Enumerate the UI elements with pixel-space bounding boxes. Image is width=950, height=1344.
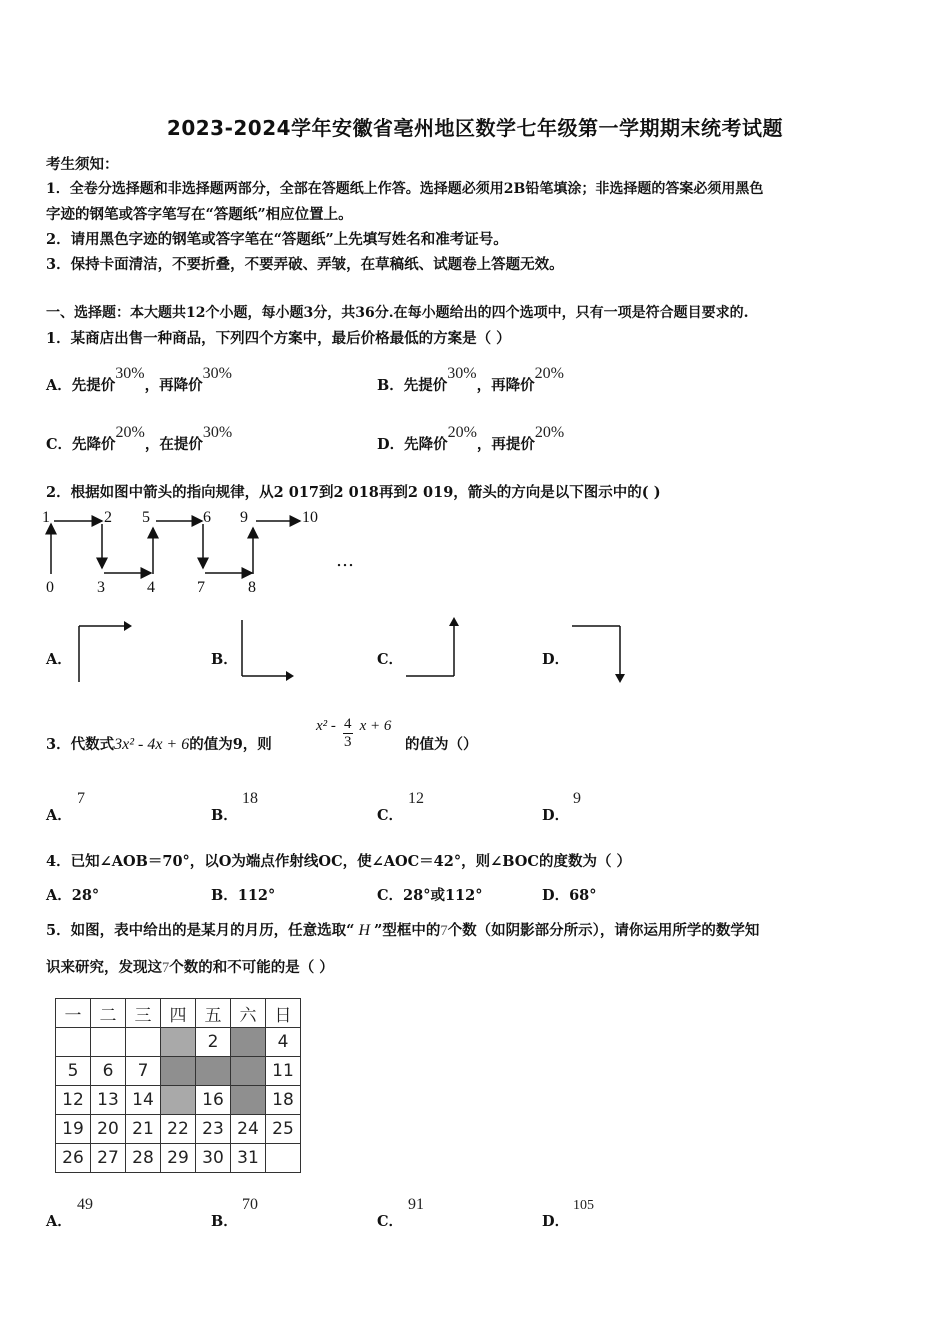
fig-num-5: 5 (142, 509, 150, 526)
q5-stem1-a: 5．如图，表中给出的是某月的月历，任意选取“ (46, 922, 355, 939)
calendar-cell-shaded (231, 1086, 266, 1115)
q5-calendar-table (55, 998, 301, 1173)
q3-fraction-denominator: 3 (344, 734, 352, 750)
q5-stem1-b: ”型框中的 (374, 922, 441, 939)
notice-line-1b: 字迹的钢笔或答字笔写在“答题纸”相应位置上。 (46, 206, 353, 223)
calendar-cell: 31 (231, 1144, 266, 1173)
q3-stem-post: 的值为（） (405, 736, 478, 753)
calendar-cell: 4 (266, 1028, 301, 1057)
q1-option-c[interactable] (46, 424, 233, 454)
calendar-cell (126, 1028, 161, 1057)
q5-option-d-value: 105 (573, 1198, 594, 1213)
q3-option-b-value: 18 (242, 790, 258, 807)
q3-stem-pre: 3．代数式 (46, 736, 115, 753)
q5-stem-line-1 (46, 919, 759, 940)
q2-option-a-arrow-icon[interactable] (72, 616, 134, 684)
q3-option-d-label[interactable]: D． (542, 807, 570, 824)
q3-stem-mid: 的值为9，则 (189, 736, 272, 753)
q3-expression-1: 3x² - 4x + 6 (114, 736, 190, 753)
q3-option-a-label[interactable]: A． (46, 807, 72, 824)
q1-a-text2: ，再降价 (144, 377, 203, 394)
calendar-cell: 13 (91, 1086, 126, 1115)
q1-b-text1: B．先提价 (377, 377, 448, 394)
q5-option-b-label[interactable]: B． (211, 1213, 238, 1230)
fig-num-4: 4 (147, 579, 155, 596)
fig-num-2: 2 (104, 509, 112, 526)
q4-option-d[interactable]: D．68° (542, 887, 597, 904)
q3-fraction (343, 716, 353, 751)
fig-num-1: 1 (42, 509, 50, 526)
q5-stem1-c: 个数（如阴影部分所示），请你运用所学的数学知 (447, 922, 760, 939)
section-heading: 一、选择题：本大题共12个小题，每小题3分，共36分.在每小题给出的四个选项中，只有一项是符合题目要求的. (46, 305, 749, 321)
calendar-header-row (56, 999, 301, 1028)
fig-num-9: 9 (240, 509, 248, 526)
q3-expression-2 (316, 716, 391, 751)
q3-option-b-label[interactable]: B． (211, 807, 238, 824)
q3-option-a-value: 7 (77, 790, 85, 807)
q1-c-pct2: 30% (202, 424, 233, 441)
q3-option-d-value: 9 (573, 790, 581, 807)
notice-line-1a: 1．全卷分选择题和非选择题两部分，全部在答题纸上作答。选择题必须用2B铅笔填涂；非选择题的答案必须用黑色 (46, 181, 764, 197)
q5-stem-line-2 (46, 956, 334, 977)
calendar-cell: 26 (56, 1144, 91, 1173)
q5-stem2-n: 7 (162, 960, 170, 976)
q3-fraction-numerator: 4 (344, 716, 352, 732)
q1-a-text1: A．先提价 (46, 377, 116, 394)
calendar-cell: 22 (161, 1115, 196, 1144)
q5-option-d-label[interactable]: D． (542, 1213, 570, 1230)
calendar-cell: 12 (56, 1086, 91, 1115)
calendar-header-cell: 五 (196, 999, 231, 1028)
q1-c-pct1: 20% (115, 424, 145, 441)
q3-expr2-part-b: x + 6 (359, 718, 392, 734)
q1-c-text2: ，在提价 (144, 436, 203, 453)
q2-option-b-arrow-icon[interactable] (234, 616, 298, 686)
notice-line-3: 3．保持卡面清洁，不要折叠，不要弄破、弄皱，在草稿纸、试题卷上答题无效。 (46, 256, 564, 273)
calendar-cell: 18 (266, 1086, 301, 1115)
calendar-cell: 24 (231, 1115, 266, 1144)
fig-num-6: 6 (203, 509, 211, 526)
calendar-cell: 20 (91, 1115, 126, 1144)
calendar-cell: 29 (161, 1144, 196, 1173)
calendar-cell: 16 (196, 1086, 231, 1115)
calendar-row (56, 1057, 301, 1086)
fig-num-3: 3 (97, 579, 105, 596)
q2-ellipsis: … (336, 550, 354, 571)
calendar-cell-shaded (231, 1057, 266, 1086)
calendar-cell: 25 (266, 1115, 301, 1144)
q1-stem: 1．某商店出售一种商品，下列四个方案中，最后价格最低的方案是（ ） (46, 330, 511, 347)
calendar-row (56, 1086, 301, 1115)
calendar-cell-shaded (161, 1057, 196, 1086)
calendar-row (56, 1028, 301, 1057)
q4-option-a[interactable]: A．28° (46, 887, 100, 904)
q5-stem2-a: 识来研究，发现这 (46, 959, 162, 976)
fig-num-10: 10 (302, 509, 318, 526)
q5-stem1-n: 7 (440, 923, 448, 939)
fig-num-8: 8 (248, 579, 256, 596)
calendar-cell-shaded (161, 1028, 196, 1057)
q1-d-pct2: 20% (534, 424, 565, 441)
q3-option-c-value: 12 (408, 790, 424, 807)
page-title: 2023-2024学年安徽省亳州地区数学七年级第一学期期末统考试题 (166, 116, 784, 140)
calendar-row (56, 1144, 301, 1173)
q1-option-b[interactable] (377, 365, 564, 395)
calendar-cell: 6 (91, 1057, 126, 1086)
calendar-cell: 2 (196, 1028, 231, 1057)
q1-b-pct1: 30% (447, 365, 477, 382)
calendar-cell: 28 (126, 1144, 161, 1173)
calendar-cell-shaded (161, 1086, 196, 1115)
q5-stem2-b: 个数的和不可能的是（ ） (169, 959, 334, 976)
q1-a-pct1: 30% (115, 365, 145, 382)
q5-stem1-h: H (354, 922, 374, 939)
calendar-header-cell: 六 (231, 999, 266, 1028)
q1-b-pct2: 20% (534, 365, 564, 382)
calendar-cell: 11 (266, 1057, 301, 1086)
calendar-header-cell: 四 (161, 999, 196, 1028)
calendar-header-cell: 一 (56, 999, 91, 1028)
notice-line-2: 2．请用黑色字迹的钢笔或答字笔在“答题纸”上先填写姓名和准考证号。 (46, 231, 508, 248)
calendar-cell (266, 1144, 301, 1173)
calendar-cell (91, 1028, 126, 1057)
q3-option-c-label[interactable]: C． (377, 807, 404, 824)
calendar-cell: 14 (126, 1086, 161, 1115)
q2-stem: 2．根据如图中箭头的指向规律，从2 017到2 018再到2 019，箭头的方向是以下图示中的( ) (46, 484, 661, 501)
calendar-cell: 19 (56, 1115, 91, 1144)
calendar-header-cell: 三 (126, 999, 161, 1028)
q2-option-d-arrow-icon[interactable] (568, 618, 632, 686)
q1-option-d[interactable] (377, 424, 565, 454)
q1-c-text1: C．先降价 (46, 436, 116, 453)
fig-num-7: 7 (197, 579, 205, 596)
q4-option-c[interactable]: C．28°或112° (377, 887, 483, 904)
calendar-cell: 5 (56, 1057, 91, 1086)
calendar-cell (56, 1028, 91, 1057)
q1-d-pct1: 20% (447, 424, 477, 441)
q2-option-d-label[interactable]: D． (542, 651, 570, 668)
calendar-cell: 23 (196, 1115, 231, 1144)
calendar-cell: 30 (196, 1144, 231, 1173)
q5-option-b-value: 70 (242, 1196, 258, 1213)
calendar-cell: 21 (126, 1115, 161, 1144)
q2-option-b-label[interactable]: B． (211, 651, 238, 668)
q3-expr2-part-a: x² - (316, 718, 336, 734)
calendar-header-cell: 日 (266, 999, 301, 1028)
q4-stem: 4．已知∠AOB＝70°，以O为端点作射线OC，使∠AOC＝42°，则∠BOC的度数为（ ） (46, 853, 631, 870)
calendar-cell-shaded (231, 1028, 266, 1057)
q5-option-a-label[interactable]: A． (46, 1213, 72, 1230)
q2-option-a-label[interactable]: A． (46, 651, 72, 668)
q3-stem (46, 733, 272, 754)
q1-a-pct2: 30% (202, 365, 232, 382)
q2-option-c-arrow-icon[interactable] (402, 614, 466, 684)
q5-option-a-value: 49 (77, 1196, 93, 1213)
fig-num-0: 0 (46, 579, 54, 596)
calendar-cell: 7 (126, 1057, 161, 1086)
q5-option-c-value: 91 (408, 1196, 424, 1213)
q1-d-text2: ，再提价 (476, 436, 535, 453)
q5-option-c-label[interactable]: C． (377, 1213, 404, 1230)
calendar-header-cell: 二 (91, 999, 126, 1028)
q1-b-text2: ，再降价 (476, 377, 535, 394)
calendar-cell-shaded (196, 1057, 231, 1086)
q4-option-b[interactable]: B．112° (211, 887, 276, 904)
q1-d-text1: D．先降价 (377, 436, 448, 453)
q1-option-a[interactable] (46, 365, 232, 395)
q2-arrow-pattern-figure (36, 504, 336, 600)
notice-heading: 考生须知： (46, 156, 119, 173)
q2-option-c-label[interactable]: C． (377, 651, 404, 668)
calendar-cell: 27 (91, 1144, 126, 1173)
calendar-row (56, 1115, 301, 1144)
